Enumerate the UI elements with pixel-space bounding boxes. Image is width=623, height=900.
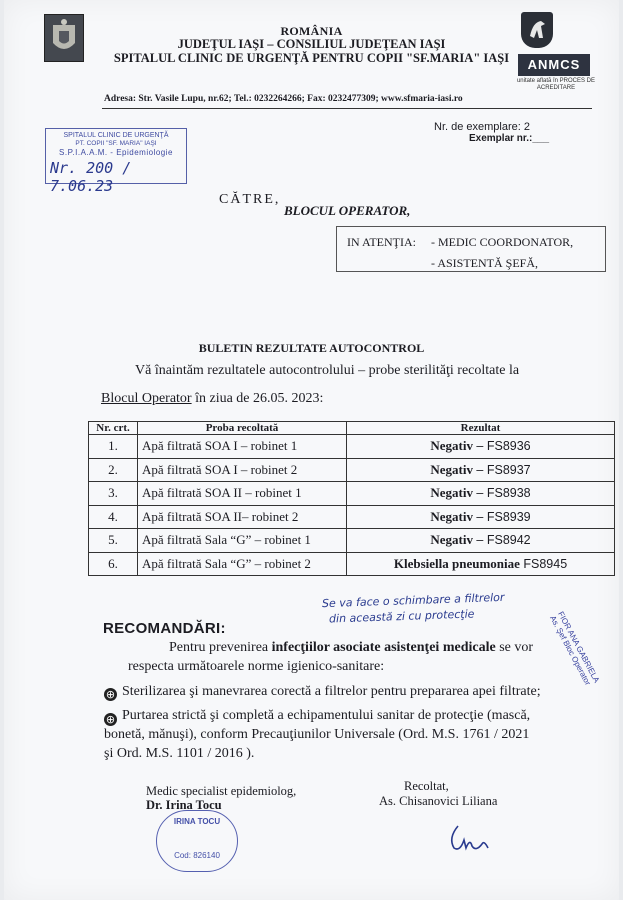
- row-sample: Apă filtrată SOA II – robinet 1: [138, 482, 347, 506]
- document-title: BULETIN REZULTATE AUTOCONTROL: [198, 341, 425, 355]
- recommendations-intro-bold: infecţiilor asociate asistenţei medicale: [271, 640, 496, 655]
- signer-name-left: Dr. Irina Tocu: [146, 798, 222, 812]
- copies-count: Nr. de exemplare: 2: [434, 121, 530, 133]
- result-code: – FS8942: [472, 533, 531, 548]
- header-nr: Nr. crt.: [89, 422, 138, 435]
- recommendation-item-2-line-1: Purtarea strictă şi completă a echipamentului sanitar de protecţie (mască,: [122, 708, 531, 723]
- row-result: [347, 458, 615, 482]
- row-result: [347, 529, 615, 553]
- recommendations-intro-line-2: respecta următoarele norme igienico-sanitare:: [128, 659, 385, 674]
- results-table: [88, 421, 615, 576]
- header-county: JUDEŢUL IAŞI – CONSILIUL JUDEŢEAN IAŞI: [177, 37, 446, 51]
- result-code: FS8945: [519, 556, 568, 571]
- intro-date: în ziua de 26.05. 2023:: [191, 391, 324, 406]
- row-result: [347, 505, 615, 529]
- accreditation-text: unitate aflată în PROCES DE ACREDITARE: [516, 78, 596, 91]
- signer-role-right: Recoltat,: [404, 779, 449, 793]
- row-sample: Apă filtrată Sala “G” – robinet 1: [138, 529, 347, 553]
- signer-role-left: Medic specialist epidemiolog,: [146, 784, 297, 798]
- table-row: [89, 529, 615, 553]
- attention-recipient-1: - MEDIC COORDONATOR,: [431, 235, 574, 249]
- result-status: Klebsiella pneumoniae: [393, 555, 520, 571]
- table-row: [89, 482, 615, 506]
- result-code: – FS8939: [472, 509, 531, 524]
- row-result: [347, 435, 615, 459]
- recommendations-title: RECOMANDĂRI:: [103, 620, 226, 637]
- intro-line-1: Vă înaintăm rezultatele autocontrolului – probe sterilităţi recoltate la: [135, 363, 520, 378]
- attention-recipient-2: - ASISTENTĂ ŞEFĂ,: [431, 256, 539, 270]
- result-code: – FS8937: [472, 462, 531, 477]
- row-sample: Apă filtrată SOA I – robinet 2: [138, 458, 347, 482]
- doctor-stamp-code: Cod: 826140: [174, 851, 220, 860]
- result-status: Negativ: [430, 532, 473, 548]
- table-row: [89, 458, 615, 482]
- row-number: 3.: [89, 482, 138, 506]
- exemplar-number: Exemplar nr.:___: [469, 133, 550, 144]
- recommendations-intro-b: se vor: [495, 640, 534, 655]
- recommendations-intro-a: Pentru prevenirea: [169, 640, 272, 655]
- row-number: 6.: [89, 552, 138, 576]
- recommendation-item-1: Sterilizarea şi manevrarea corectă a filtrelor pentru prepararea apei filtrate;: [122, 684, 541, 699]
- recommendations-intro: [169, 640, 533, 656]
- row-number: 2.: [89, 458, 138, 482]
- bullet-icon: ⊕: [105, 688, 116, 701]
- handwritten-note-line-2: din această zi cu protecţie: [328, 607, 475, 626]
- document-page: [4, 0, 619, 900]
- stamp-line-2: PT. COPII "SF. MARIA" IAŞI: [75, 140, 157, 147]
- result-code: – FS8938: [472, 486, 531, 501]
- handwritten-signature: [444, 818, 504, 858]
- header-country: ROMÂNIA: [280, 24, 343, 38]
- doctor-stamp: [156, 810, 238, 872]
- result-status: Negativ: [430, 438, 473, 454]
- hospital-logo-icon: [521, 12, 553, 48]
- row-number: 1.: [89, 435, 138, 459]
- stamp-line-1: SPITALUL CLINIC DE URGENŢĂ: [63, 132, 169, 139]
- row-result: [347, 482, 615, 506]
- stamp-number: Nr. 200 / 7.06.23: [50, 159, 132, 195]
- table-row: [89, 552, 615, 576]
- table-header-row: [89, 422, 615, 435]
- header-address: Adresa: Str. Vasile Lupu, nr.62; Tel.: 0232264266; Fax: 0232477309; www.sfmaria-iasi.ro: [104, 94, 463, 104]
- result-status: Negativ: [430, 508, 473, 524]
- intro-line-2: [101, 391, 323, 407]
- result-status: Negativ: [430, 485, 473, 501]
- row-sample: Apă filtrată SOA II– robinet 2: [138, 505, 347, 529]
- to-label: CĂTRE,: [219, 192, 281, 207]
- header-proba: Proba recoltată: [138, 422, 347, 435]
- header-divider: [102, 108, 592, 109]
- header-hospital: SPITALUL CLINIC DE URGENŢĂ PENTRU COPII "SF.MARIA" IAŞI: [113, 51, 510, 65]
- row-result: [347, 552, 615, 576]
- anmcs-logo: ANMCS: [518, 54, 590, 76]
- doctor-stamp-name: IRINA TOCU: [173, 817, 221, 826]
- recommendation-item-2-line-3: şi Ord. M.S. 1101 / 2016 ).: [104, 746, 255, 761]
- recommendation-item-2-line-2: bonetă, mănuşi), conform Precauţiunilor Universale (Ord. M.S. 1761 / 2021: [104, 727, 530, 742]
- recipient-name: BLOCUL OPERATOR,: [284, 203, 411, 218]
- head-nurse-stamp: FIOR ANA GABRIELA As. Şef Bloc Operator: [548, 610, 601, 687]
- signer-name-right: As. Chisanovici Liliana: [379, 794, 498, 808]
- row-number: 5.: [89, 529, 138, 553]
- row-sample: Apă filtrată Sala “G” – robinet 2: [138, 552, 347, 576]
- result-status: Negativ: [430, 461, 473, 477]
- intro-location: Blocul Operator: [101, 391, 192, 406]
- registration-stamp: [45, 128, 187, 195]
- row-number: 4.: [89, 505, 138, 529]
- row-sample: Apă filtrată SOA I – robinet 1: [138, 435, 347, 459]
- stamp-line-3: S.P.I.A.A.M. - Epidemiologie: [59, 148, 173, 157]
- table-row: [89, 435, 615, 459]
- attention-label: IN ATENŢIA:: [347, 235, 416, 249]
- attention-box: [336, 226, 606, 272]
- table-row: [89, 505, 615, 529]
- bullet-icon: ⊕: [105, 713, 116, 726]
- handwritten-note-line-1: Se va face o schimbare a filtrelor: [321, 590, 505, 611]
- header-rezultat: Rezultat: [347, 422, 615, 435]
- result-code: – FS8936: [472, 439, 531, 454]
